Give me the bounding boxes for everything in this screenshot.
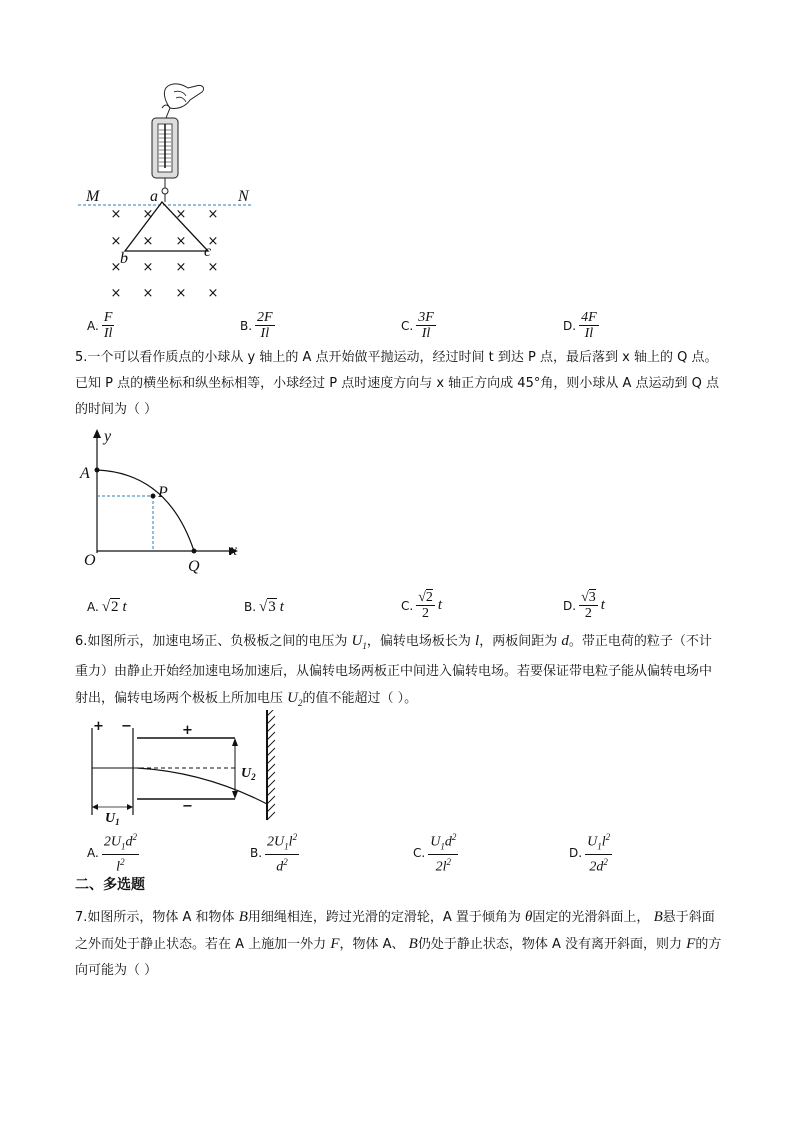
fraction: $\frac{U_1d^2}{2l^2}$: [430, 832, 457, 876]
q5-option-c[interactable]: C. $\frac{√2}{2}$ t: [401, 590, 443, 621]
minus-left: −: [121, 719, 132, 734]
q4-option-a[interactable]: A. $\frac{F}{Il}$: [87, 310, 113, 341]
q5-option-d[interactable]: D. $\frac{√3}{2}$ t: [563, 590, 605, 621]
minus-bottom: −: [182, 799, 193, 814]
q4-option-d[interactable]: D. $\frac{4F}{Il}$: [563, 310, 597, 341]
q5-text: 5.一个可以看作质点的小球从 y 轴上的 A 点开始做平抛运动，经过时间 t 到达 P 点，最后落到 x 轴上的 Q 点。已知 P 点的横坐标和纵坐标相等，小球经过 P 点时速度方向与 x 轴正方向成 45°角，则小球从 A 点运动到 Q 点的时间为（ ）: [75, 350, 719, 417]
svg-text:×: ×: [175, 234, 187, 249]
section-heading: 二、多选题: [75, 877, 145, 893]
fraction: $\frac{4F}{Il}$: [581, 310, 597, 341]
label-U2: $U_2$: [241, 766, 256, 782]
fraction: $\frac{3F}{Il}$: [418, 310, 434, 341]
q4-option-b[interactable]: B. $\frac{2F}{Il}$: [240, 310, 273, 341]
svg-text:×: ×: [207, 260, 219, 275]
svg-text:×: ×: [142, 286, 154, 301]
label-N: N: [238, 188, 249, 205]
svg-text:×: ×: [175, 286, 187, 301]
svg-text:×: ×: [142, 260, 154, 275]
var-d: d: [561, 633, 569, 649]
q4-figure: [78, 78, 268, 303]
fraction: $\frac{√3}{2}$: [581, 590, 596, 621]
q5-figure: [78, 425, 253, 580]
label-b: b: [120, 250, 128, 267]
label-a: a: [150, 188, 158, 205]
q6-option-a[interactable]: A. $\frac{2U_1d^2}{l^2}$: [87, 832, 137, 876]
q6-option-c[interactable]: C. $\frac{U_1d^2}{2l^2}$: [413, 832, 457, 876]
label-c: c: [204, 243, 212, 260]
var-l: l: [475, 633, 480, 649]
fraction: $\frac{√2}{2}$: [418, 590, 433, 621]
fraction: $\frac{F}{Il}$: [103, 310, 113, 341]
svg-text:×: ×: [110, 234, 122, 249]
svg-text:×: ×: [110, 260, 122, 275]
fraction: $\frac{2U_1d^2}{l^2}$: [103, 832, 137, 876]
label-M: M: [86, 188, 100, 205]
plus-top: +: [182, 723, 193, 738]
plus-left: +: [93, 719, 104, 734]
fraction: $\frac{U_1l^2}{2d^2}$: [587, 832, 611, 876]
q5-option-b[interactable]: B. √ 3 t: [244, 598, 284, 615]
svg-text:×: ×: [142, 207, 154, 222]
label-Q: Q: [188, 558, 200, 575]
label-A: A: [80, 465, 90, 482]
q6-text: 6.如图所示，加速电场正、负极板之间的电压为 $U_1$，偏转电场板长为 l，两板间距为 d。带正电荷的粒子（不计重力）由静止开始经加速电场加速后，从偏转电场两板正中间进入偏转电场。若要保证带电粒子能从偏转电场中射出，偏转电场两个极板上所加电压 $U_2$的值不能超过（ ）。: [75, 633, 713, 708]
var-U1: $U_1$: [351, 633, 367, 651]
label-O: O: [84, 552, 96, 569]
svg-text:×: ×: [175, 260, 187, 275]
label-y: y: [104, 428, 112, 445]
var-U2: $U_2$: [287, 690, 303, 708]
svg-text:×: ×: [207, 234, 219, 249]
fraction: $\frac{2F}{Il}$: [257, 310, 273, 341]
label-x: x: [230, 542, 238, 559]
fraction: $\frac{2U_1l^2}{d^2}$: [267, 832, 298, 876]
sqrt: √ 2: [101, 599, 119, 615]
q6-option-b[interactable]: B. $\frac{2U_1l^2}{d^2}$: [250, 832, 298, 876]
q6-option-d[interactable]: D. $\frac{U_1l^2}{2d^2}$: [569, 832, 611, 876]
svg-text:×: ×: [207, 286, 219, 301]
svg-text:×: ×: [142, 234, 154, 249]
label-U1: $U_1$: [105, 811, 120, 825]
svg-text:×: ×: [110, 286, 122, 301]
q4-option-c[interactable]: C. $\frac{3F}{Il}$: [401, 310, 434, 341]
svg-text:×: ×: [175, 207, 187, 222]
sqrt: √ 3: [259, 599, 276, 615]
q5-option-a[interactable]: A. √ 2 t: [87, 598, 127, 615]
svg-text:×: ×: [110, 207, 122, 222]
q7-text: 7.如图所示，物体 A 和物体 B用细绳相连，跨过光滑的定滑轮，A 置于倾角为 θ固定的光滑斜面上， B悬于斜面之外而处于静止状态。若在 A 上施加一外力 F，物体 A、 B仍处于静止状态，物体 A 没有离开斜面，则力 F的方向可能为（ ）: [75, 909, 722, 978]
q6-figure: [85, 710, 285, 825]
svg-text:×: ×: [207, 207, 219, 222]
label-P: P: [158, 484, 168, 501]
